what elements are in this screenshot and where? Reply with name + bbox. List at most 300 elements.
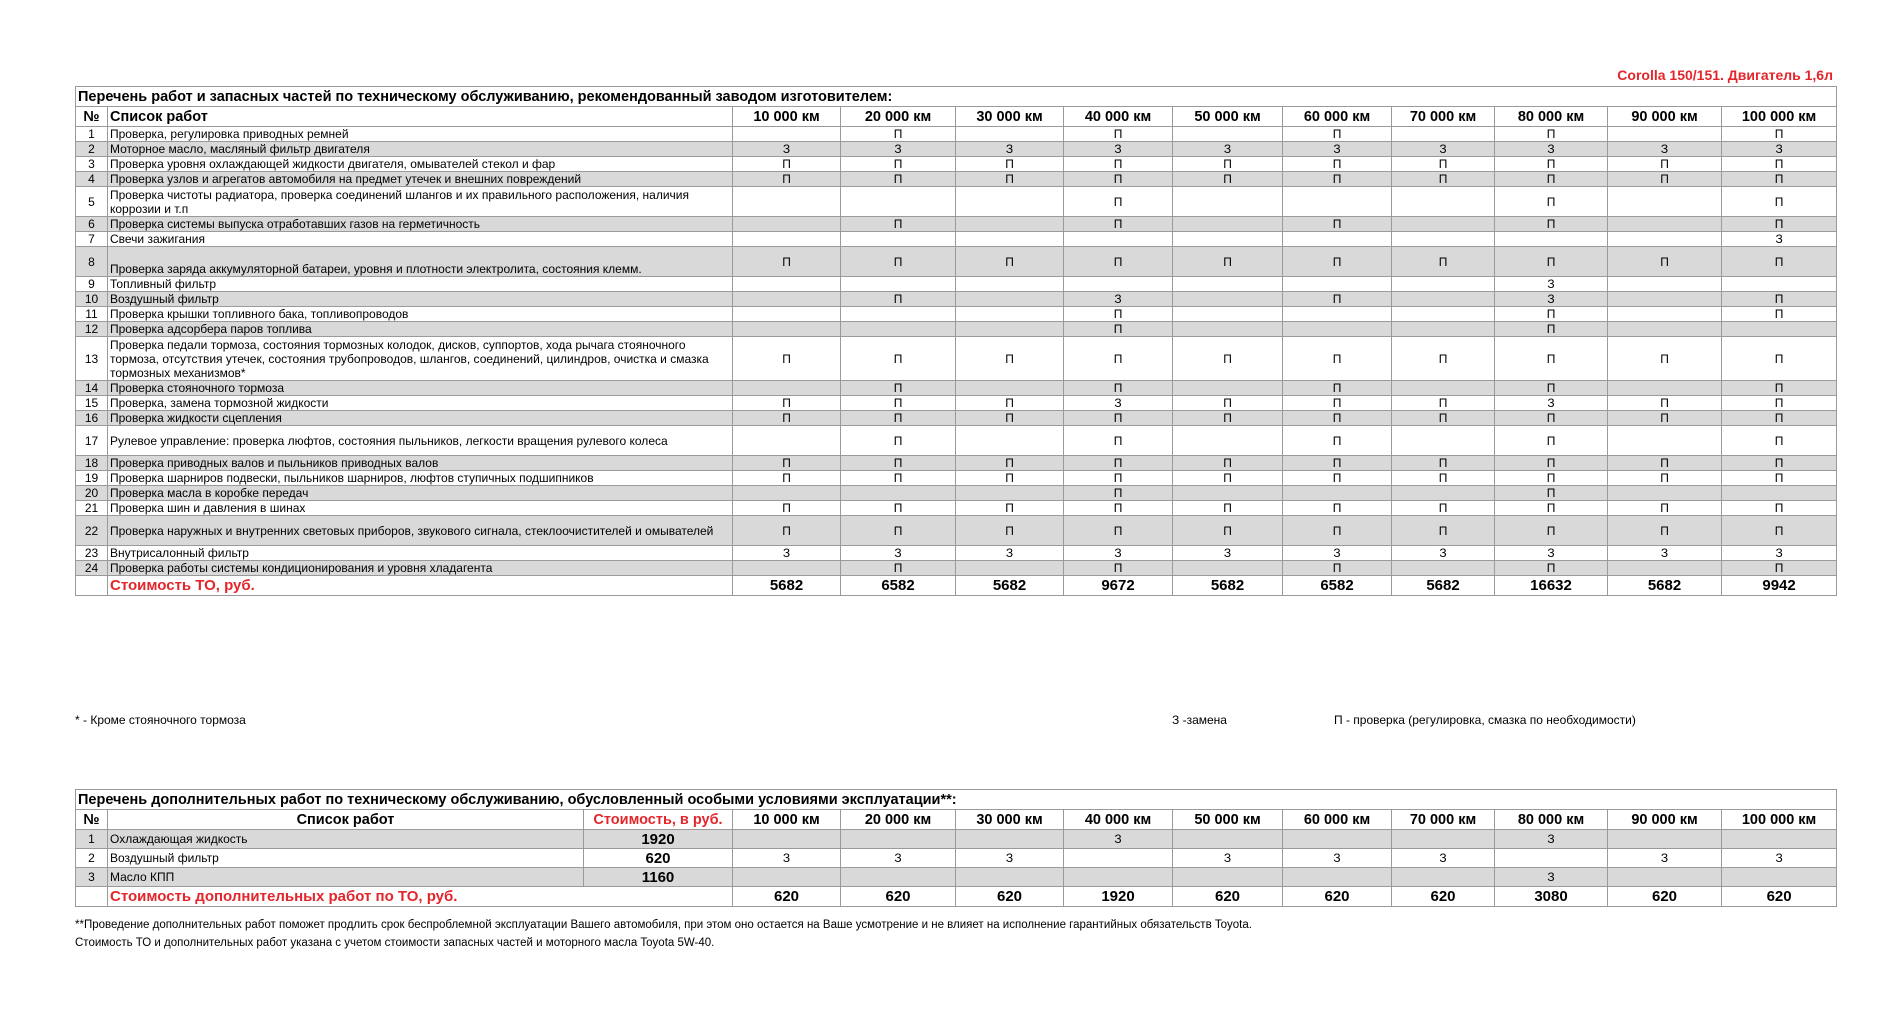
table-row: [76, 501, 1837, 516]
service-mark: З: [1495, 396, 1608, 411]
table-row: [76, 471, 1837, 486]
service-mark: П: [1722, 501, 1837, 516]
work-price: 1920: [584, 830, 733, 849]
cost-value: 9672: [1064, 576, 1173, 596]
cost-value: 1920: [1064, 887, 1173, 907]
cost-value: 620: [1608, 887, 1722, 907]
service-mark: П: [1722, 396, 1837, 411]
service-mark: П: [1495, 486, 1608, 501]
service-mark: [841, 868, 956, 887]
table-row: [76, 292, 1837, 307]
service-mark: П: [841, 172, 956, 187]
service-mark: [733, 381, 841, 396]
table-row: [76, 307, 1837, 322]
cost-value: 620: [1173, 887, 1283, 907]
service-mark: [1173, 292, 1283, 307]
service-mark: П: [1495, 217, 1608, 232]
mileage-header: 10 000 км: [733, 810, 841, 830]
mileage-header: 60 000 км: [1283, 107, 1392, 127]
service-mark: [956, 292, 1064, 307]
service-mark: [1495, 849, 1608, 868]
cost-row: [76, 887, 1837, 907]
service-mark: П: [1722, 337, 1837, 381]
service-mark: [1722, 486, 1837, 501]
service-mark: П: [1608, 411, 1722, 426]
service-mark: [841, 486, 956, 501]
service-mark: [956, 830, 1064, 849]
service-mark: П: [1392, 516, 1495, 546]
service-mark: П: [1064, 486, 1173, 501]
service-mark: [1392, 830, 1495, 849]
table-row: [76, 426, 1837, 456]
service-mark: [1392, 217, 1495, 232]
row-number: 3: [76, 868, 108, 887]
service-mark: [1283, 277, 1392, 292]
mileage-header: 30 000 км: [956, 810, 1064, 830]
service-mark: З: [1722, 546, 1837, 561]
service-mark: П: [956, 337, 1064, 381]
table-row: [76, 396, 1837, 411]
service-mark: [733, 322, 841, 337]
service-mark: [956, 868, 1064, 887]
price-header: Стоимость, в руб.: [584, 810, 733, 830]
service-mark: [956, 426, 1064, 456]
cost-value: 5682: [1608, 576, 1722, 596]
service-mark: П: [1495, 247, 1608, 277]
service-mark: П: [1064, 471, 1173, 486]
service-mark: П: [1283, 561, 1392, 576]
row-number: 8: [76, 247, 108, 277]
service-mark: [1283, 307, 1392, 322]
service-mark: П: [1608, 471, 1722, 486]
table-row: [76, 849, 1837, 868]
service-mark: П: [1283, 337, 1392, 381]
service-mark: З: [1064, 396, 1173, 411]
legend-check: П - проверка (регулировка, смазка по необходимости): [1334, 713, 1636, 727]
service-mark: [1392, 381, 1495, 396]
table-row: [76, 381, 1837, 396]
row-number: 19: [76, 471, 108, 486]
mileage-header: 20 000 км: [841, 107, 956, 127]
cost-value: 620: [1722, 887, 1837, 907]
work-name: Проверка шин и давления в шинах: [108, 501, 733, 516]
service-mark: П: [1392, 337, 1495, 381]
service-mark: [841, 232, 956, 247]
row-number: 5: [76, 187, 108, 217]
service-mark: [956, 217, 1064, 232]
cost-value: 6582: [1283, 576, 1392, 596]
row-number: 1: [76, 127, 108, 142]
cost-value: 3080: [1495, 887, 1608, 907]
service-mark: П: [1064, 127, 1173, 142]
service-mark: З: [841, 849, 956, 868]
service-mark: [1392, 187, 1495, 217]
service-mark: П: [841, 426, 956, 456]
service-mark: [1722, 277, 1837, 292]
service-mark: П: [1392, 456, 1495, 471]
service-mark: П: [1173, 172, 1283, 187]
service-mark: [956, 232, 1064, 247]
service-mark: П: [956, 501, 1064, 516]
table-row: [76, 868, 1837, 887]
service-mark: П: [1722, 381, 1837, 396]
work-name: Проверка, замена тормозной жидкости: [108, 396, 733, 411]
service-mark: [1608, 187, 1722, 217]
row-number: 22: [76, 516, 108, 546]
service-mark: [733, 277, 841, 292]
service-mark: П: [1392, 411, 1495, 426]
service-mark: П: [1064, 217, 1173, 232]
service-mark: П: [1722, 516, 1837, 546]
work-name: Проверка наружных и внутренних световых приборов, звукового сигнала, стеклоочистителей и омывателей: [108, 516, 733, 546]
service-mark: З: [1392, 546, 1495, 561]
service-mark: З: [1283, 546, 1392, 561]
service-mark: П: [841, 456, 956, 471]
service-mark: П: [1283, 456, 1392, 471]
service-mark: П: [1722, 426, 1837, 456]
service-mark: П: [1495, 172, 1608, 187]
mileage-header: 30 000 км: [956, 107, 1064, 127]
work-name: Проверка заряда аккумуляторной батареи, уровня и плотности электролита, состояния клемм.: [108, 247, 733, 277]
service-mark: [733, 868, 841, 887]
service-mark: П: [1173, 396, 1283, 411]
note-additional-works: **Проведение дополнительных работ поможет продлить срок беспроблемной эксплуатации Вашего автомобиля, при этом оно остается на Ваше усмотрение и не влияет на исполнение гарантийных обязательств Toyota.: [75, 919, 1252, 931]
service-mark: [841, 307, 956, 322]
service-mark: [1392, 127, 1495, 142]
service-mark: П: [1283, 157, 1392, 172]
table-row: [76, 456, 1837, 471]
service-mark: П: [956, 411, 1064, 426]
service-mark: П: [1722, 247, 1837, 277]
work-name: Проверка масла в коробке передач: [108, 486, 733, 501]
service-mark: П: [733, 516, 841, 546]
mileage-header: 50 000 км: [1173, 107, 1283, 127]
cost-value: 5682: [733, 576, 841, 596]
service-mark: З: [1173, 142, 1283, 157]
service-mark: П: [733, 337, 841, 381]
service-mark: П: [1608, 172, 1722, 187]
service-mark: З: [1722, 142, 1837, 157]
row-number: 4: [76, 172, 108, 187]
service-mark: П: [841, 337, 956, 381]
service-mark: П: [1722, 411, 1837, 426]
service-mark: З: [1495, 546, 1608, 561]
service-mark: П: [1173, 516, 1283, 546]
service-mark: П: [1064, 516, 1173, 546]
service-mark: П: [1608, 396, 1722, 411]
service-mark: П: [1722, 292, 1837, 307]
service-mark: П: [956, 247, 1064, 277]
work-name: Рулевое управление: проверка люфтов, состояния пыльников, легкости вращения рулевого колеса: [108, 426, 733, 456]
service-mark: П: [1283, 217, 1392, 232]
service-mark: З: [1064, 546, 1173, 561]
service-mark: [1608, 486, 1722, 501]
service-mark: З: [1173, 849, 1283, 868]
table-row: [76, 411, 1837, 426]
table-row: [76, 277, 1837, 292]
maintenance-table-caption: Перечень работ и запасных частей по техническому обслуживанию, рекомендованный заводом изготовителем:: [76, 87, 1837, 107]
service-mark: П: [733, 456, 841, 471]
service-mark: П: [733, 247, 841, 277]
service-mark: П: [841, 501, 956, 516]
service-mark: П: [733, 411, 841, 426]
service-mark: [1392, 292, 1495, 307]
service-mark: П: [841, 127, 956, 142]
row-number: 12: [76, 322, 108, 337]
service-mark: П: [1064, 426, 1173, 456]
table-row: [76, 142, 1837, 157]
table-row: [76, 322, 1837, 337]
service-mark: П: [1392, 157, 1495, 172]
service-mark: [733, 292, 841, 307]
service-mark: П: [841, 471, 956, 486]
service-mark: З: [1495, 142, 1608, 157]
cost-number-cell: [76, 887, 108, 907]
service-mark: П: [841, 396, 956, 411]
work-price: 620: [584, 849, 733, 868]
service-mark: П: [1722, 157, 1837, 172]
service-mark: П: [1495, 426, 1608, 456]
service-mark: [1283, 486, 1392, 501]
service-mark: П: [956, 516, 1064, 546]
service-mark: [1173, 322, 1283, 337]
row-number: 2: [76, 142, 108, 157]
service-mark: П: [1495, 322, 1608, 337]
cost-value: 16632: [1495, 576, 1608, 596]
service-mark: [1722, 322, 1837, 337]
service-mark: З: [1608, 546, 1722, 561]
service-mark: П: [1173, 471, 1283, 486]
service-mark: П: [1722, 307, 1837, 322]
table-row: [76, 516, 1837, 546]
service-mark: [956, 381, 1064, 396]
service-mark: З: [841, 546, 956, 561]
service-mark: П: [1064, 322, 1173, 337]
footnote: * - Кроме стояночного тормоза: [75, 713, 246, 727]
service-mark: [1392, 232, 1495, 247]
mileage-header: 90 000 км: [1608, 810, 1722, 830]
mileage-header: 80 000 км: [1495, 810, 1608, 830]
service-mark: П: [1283, 426, 1392, 456]
service-mark: [733, 232, 841, 247]
service-mark: [1608, 307, 1722, 322]
additional-works-table: [75, 789, 1837, 907]
service-mark: [1392, 277, 1495, 292]
service-mark: З: [1173, 546, 1283, 561]
table-row: [76, 830, 1837, 849]
service-mark: [733, 561, 841, 576]
service-mark: П: [1064, 561, 1173, 576]
row-number: 16: [76, 411, 108, 426]
table-row: [76, 157, 1837, 172]
table-row: [76, 546, 1837, 561]
service-mark: П: [1495, 337, 1608, 381]
service-mark: [1495, 232, 1608, 247]
mileage-header: 80 000 км: [1495, 107, 1608, 127]
service-mark: П: [733, 172, 841, 187]
row-number: 11: [76, 307, 108, 322]
service-mark: П: [1722, 217, 1837, 232]
service-mark: [1064, 868, 1173, 887]
work-name: Моторное масло, масляный фильтр двигателя: [108, 142, 733, 157]
service-mark: П: [1283, 411, 1392, 426]
service-mark: [1722, 830, 1837, 849]
row-number: 13: [76, 337, 108, 381]
service-mark: [841, 830, 956, 849]
model-title: Corolla 150/151. Двигатель 1,6л: [1617, 67, 1833, 83]
service-mark: [1064, 277, 1173, 292]
service-mark: [1173, 307, 1283, 322]
service-mark: З: [1495, 277, 1608, 292]
service-mark: П: [1173, 456, 1283, 471]
service-mark: [1064, 849, 1173, 868]
service-mark: П: [1722, 172, 1837, 187]
service-mark: П: [1392, 396, 1495, 411]
service-mark: [956, 307, 1064, 322]
maintenance-table: [75, 86, 1837, 596]
service-mark: П: [1392, 501, 1495, 516]
service-mark: [956, 187, 1064, 217]
service-mark: П: [1064, 247, 1173, 277]
service-mark: [1173, 868, 1283, 887]
service-mark: П: [1608, 501, 1722, 516]
work-name: Проверка уровня охлаждающей жидкости двигателя, омывателей стекол и фар: [108, 157, 733, 172]
service-mark: [1064, 232, 1173, 247]
mileage-header: 10 000 км: [733, 107, 841, 127]
cost-number-cell: [76, 576, 108, 596]
table-row: [76, 486, 1837, 501]
mileage-header: 40 000 км: [1064, 107, 1173, 127]
service-mark: П: [1495, 157, 1608, 172]
service-mark: П: [1722, 187, 1837, 217]
service-mark: [733, 307, 841, 322]
service-mark: П: [956, 456, 1064, 471]
mileage-header: 70 000 км: [1392, 107, 1495, 127]
work-name: Проверка стояночного тормоза: [108, 381, 733, 396]
service-mark: П: [841, 157, 956, 172]
service-mark: З: [733, 142, 841, 157]
work-name: Свечи зажигания: [108, 232, 733, 247]
table-row: [76, 337, 1837, 381]
number-header: №: [76, 107, 108, 127]
service-mark: [1392, 486, 1495, 501]
service-mark: П: [1722, 561, 1837, 576]
service-mark: [1173, 381, 1283, 396]
service-mark: П: [1495, 561, 1608, 576]
additional-table-caption: Перечень дополнительных работ по техническому обслуживанию, обусловленный особыми условиями эксплуатации**:: [76, 790, 1837, 810]
work-name: Проверка системы выпуска отработавших газов на герметичность: [108, 217, 733, 232]
service-mark: [1392, 426, 1495, 456]
service-mark: П: [733, 471, 841, 486]
service-mark: П: [733, 501, 841, 516]
service-mark: З: [956, 849, 1064, 868]
work-name: Проверка работы системы кондиционирования и уровня хладагента: [108, 561, 733, 576]
service-mark: П: [1064, 411, 1173, 426]
service-mark: [1608, 426, 1722, 456]
service-mark: [1608, 381, 1722, 396]
service-mark: П: [1495, 516, 1608, 546]
service-mark: [1173, 486, 1283, 501]
work-name: Проверка адсорбера паров топлива: [108, 322, 733, 337]
mileage-header: 50 000 км: [1173, 810, 1283, 830]
service-mark: П: [956, 172, 1064, 187]
service-mark: П: [1495, 127, 1608, 142]
service-mark: [1283, 868, 1392, 887]
mileage-header: 90 000 км: [1608, 107, 1722, 127]
service-mark: П: [1283, 516, 1392, 546]
cost-value: 5682: [956, 576, 1064, 596]
row-number: 7: [76, 232, 108, 247]
service-mark: [1608, 127, 1722, 142]
service-mark: [1173, 232, 1283, 247]
cost-value: 5682: [1173, 576, 1283, 596]
service-mark: З: [1608, 849, 1722, 868]
service-mark: [1392, 561, 1495, 576]
table-row: [76, 127, 1837, 142]
cost-value: 6582: [841, 576, 956, 596]
work-name: Воздушный фильтр: [108, 849, 584, 868]
service-mark: П: [1608, 247, 1722, 277]
service-mark: З: [1495, 868, 1608, 887]
service-mark: [956, 277, 1064, 292]
legend-replace: З -замена: [1172, 713, 1227, 727]
service-mark: [956, 561, 1064, 576]
mileage-header: 100 000 км: [1722, 107, 1837, 127]
service-mark: [1173, 127, 1283, 142]
service-mark: П: [1722, 471, 1837, 486]
service-mark: П: [1283, 127, 1392, 142]
work-name: Топливный фильтр: [108, 277, 733, 292]
table-row: [76, 232, 1837, 247]
row-number: 3: [76, 157, 108, 172]
service-mark: [1608, 217, 1722, 232]
service-mark: З: [841, 142, 956, 157]
work-name: Внутрисалонный фильтр: [108, 546, 733, 561]
cost-value: 620: [1392, 887, 1495, 907]
service-mark: П: [1283, 292, 1392, 307]
row-number: 23: [76, 546, 108, 561]
row-number: 14: [76, 381, 108, 396]
work-name: Проверка педали тормоза, состояния тормозных колодок, дисков, суппортов, хода рычага стояночного тормоза, отсутствия утечек, состояния трубопроводов, шлангов, соединений, цилиндров, очистка и смазка тормозных механизмов*: [108, 337, 733, 381]
service-mark: [1392, 322, 1495, 337]
service-mark: [733, 127, 841, 142]
row-number: 1: [76, 830, 108, 849]
mileage-header: 100 000 км: [1722, 810, 1837, 830]
row-number: 2: [76, 849, 108, 868]
service-mark: П: [841, 561, 956, 576]
service-mark: [733, 830, 841, 849]
cost-row: [76, 576, 1837, 596]
service-mark: П: [1608, 337, 1722, 381]
table-row: [76, 561, 1837, 576]
service-mark: П: [841, 411, 956, 426]
service-mark: [841, 187, 956, 217]
row-number: 21: [76, 501, 108, 516]
service-mark: [1173, 426, 1283, 456]
table-row: [76, 217, 1837, 232]
service-mark: П: [1495, 411, 1608, 426]
row-number: 18: [76, 456, 108, 471]
service-mark: [1173, 830, 1283, 849]
work-list-header: Список работ: [108, 107, 733, 127]
work-name: Проверка узлов и агрегатов автомобиля на предмет утечек и внешних повреждений: [108, 172, 733, 187]
service-mark: [1608, 830, 1722, 849]
service-mark: [956, 127, 1064, 142]
service-mark: [1722, 868, 1837, 887]
cost-value: 620: [1283, 887, 1392, 907]
service-mark: З: [1064, 830, 1173, 849]
work-name: Охлаждающая жидкость: [108, 830, 584, 849]
